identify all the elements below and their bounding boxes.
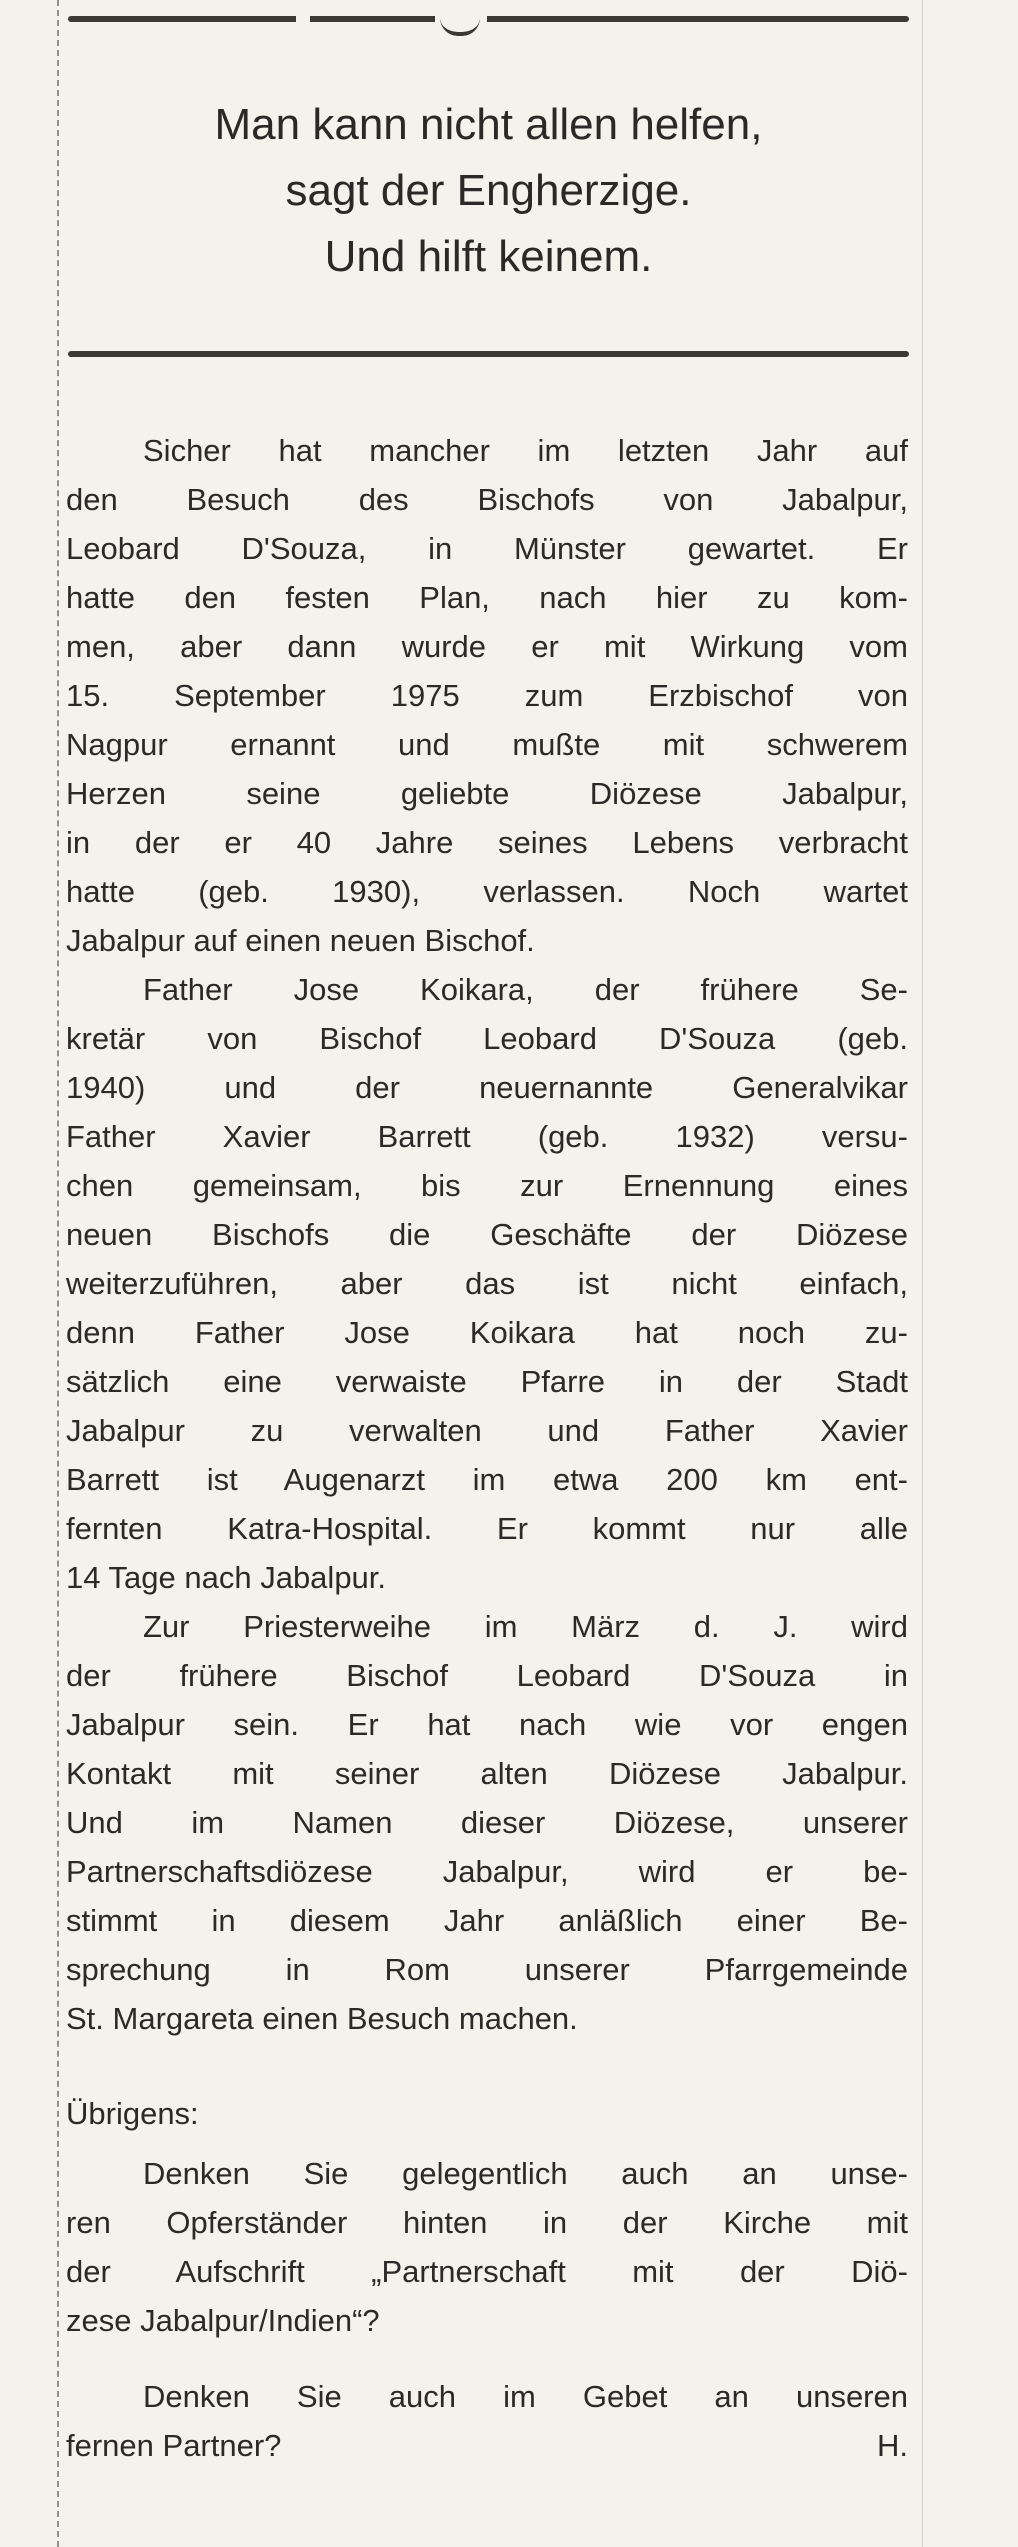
text-line: Denken Sie gelegentlich auch an unse- <box>143 2156 908 2191</box>
right-margin-border <box>922 0 923 2547</box>
article-body <box>66 426 908 2470</box>
paragraph <box>66 1602 908 2043</box>
text-line: 14 Tage nach Jabalpur. <box>66 1560 387 1595</box>
top-rule <box>68 16 909 22</box>
text-line: den Besuch des Bischofs von Jabalpur, <box>66 482 908 517</box>
text-line: men, aber dann wurde er mit Wirkung vom <box>66 629 908 664</box>
text-line: neuen Bischofs die Geschäfte der Diözese <box>66 1217 908 1252</box>
postscript-heading: Übrigens: <box>66 2096 199 2131</box>
text-line: stimmt in diesem Jahr anläßlich einer Be- <box>66 1903 908 1938</box>
text-line: Jabalpur auf einen neuen Bischof. <box>66 923 535 958</box>
text-line: Barrett ist Augenarzt im etwa 200 km ent- <box>66 1462 908 1497</box>
text-line: Denken Sie auch im Gebet an unseren <box>143 2379 908 2414</box>
text-line: fernen Partner? <box>66 2428 282 2463</box>
text-line: in der er 40 Jahre seines Lebens verbracht <box>66 825 908 860</box>
text-line: 15. September 1975 zum Erzbischof von <box>66 678 908 713</box>
quote-line: Und hilft keinem. <box>324 232 653 281</box>
text-line: Father Jose Koikara, der frühere Se- <box>143 972 908 1007</box>
postscript-paragraph <box>66 2372 908 2470</box>
text-line: Herzen seine geliebte Diözese Jabalpur, <box>66 776 908 811</box>
text-line: fernten Katra-Hospital. Er kommt nur alle <box>66 1511 908 1546</box>
quote-line: Man kann nicht allen helfen, <box>214 100 763 149</box>
text-line: sprechung in Rom unserer Pfarrgemeinde <box>66 1952 908 1987</box>
quote-line: sagt der Engherzige. <box>285 166 692 215</box>
text-line: Und im Namen dieser Diözese, unserer <box>66 1805 908 1840</box>
text-line: chen gemeinsam, bis zur Ernennung eines <box>66 1168 908 1203</box>
text-line: hatte den festen Plan, nach hier zu kom- <box>66 580 908 615</box>
text-line: Jabalpur sein. Er hat nach wie vor engen <box>66 1707 908 1742</box>
text-line: St. Margareta einen Besuch machen. <box>66 2001 578 2036</box>
text-line: hatte (geb. 1930), verlassen. Noch wartet <box>66 874 908 909</box>
motto-quote <box>68 92 909 290</box>
closing-line <box>66 2421 908 2470</box>
text-line: der frühere Bischof Leobard D'Souza in <box>66 1658 908 1693</box>
text-line: denn Father Jose Koikara hat noch zu- <box>66 1315 908 1350</box>
text-line: der Aufschrift „Partnerschaft mit der Diö- <box>66 2254 908 2289</box>
postscript-paragraph <box>66 2149 908 2345</box>
text-line: Nagpur ernannt und mußte mit schwerem <box>66 727 908 762</box>
text-line: Kontakt mit seiner alten Diözese Jabalpur. <box>66 1756 908 1791</box>
text-line: zese Jabalpur/Indien“? <box>66 2303 380 2338</box>
left-margin-border <box>57 0 59 2547</box>
text-line: Partnerschaftsdiözese Jabalpur, wird er be- <box>66 1854 908 1889</box>
paragraph <box>66 426 908 965</box>
author-signature: H. <box>877 2428 908 2463</box>
rule-gap <box>296 14 310 24</box>
bottom-rule <box>68 351 909 357</box>
text-line: Zur Priesterweihe im März d. J. wird <box>143 1609 908 1644</box>
text-line: ren Opferständer hinten in der Kirche mit <box>66 2205 908 2240</box>
rule-ornament <box>440 18 480 36</box>
text-line: Jabalpur zu verwalten und Father Xavier <box>66 1413 908 1448</box>
text-line: Father Xavier Barrett (geb. 1932) versu- <box>66 1119 908 1154</box>
text-line: Leobard D'Souza, in Münster gewartet. Er <box>66 531 908 566</box>
text-line: Sicher hat mancher im letzten Jahr auf <box>143 433 908 468</box>
text-line: 1940) und der neuernannte Generalvikar <box>66 1070 908 1105</box>
paragraph <box>66 965 908 1602</box>
text-line: weiterzuführen, aber das ist nicht einfach, <box>66 1266 908 1301</box>
text-line: kretär von Bischof Leobard D'Souza (geb. <box>66 1021 908 1056</box>
text-line: sätzlich eine verwaiste Pfarre in der Stadt <box>66 1364 908 1399</box>
